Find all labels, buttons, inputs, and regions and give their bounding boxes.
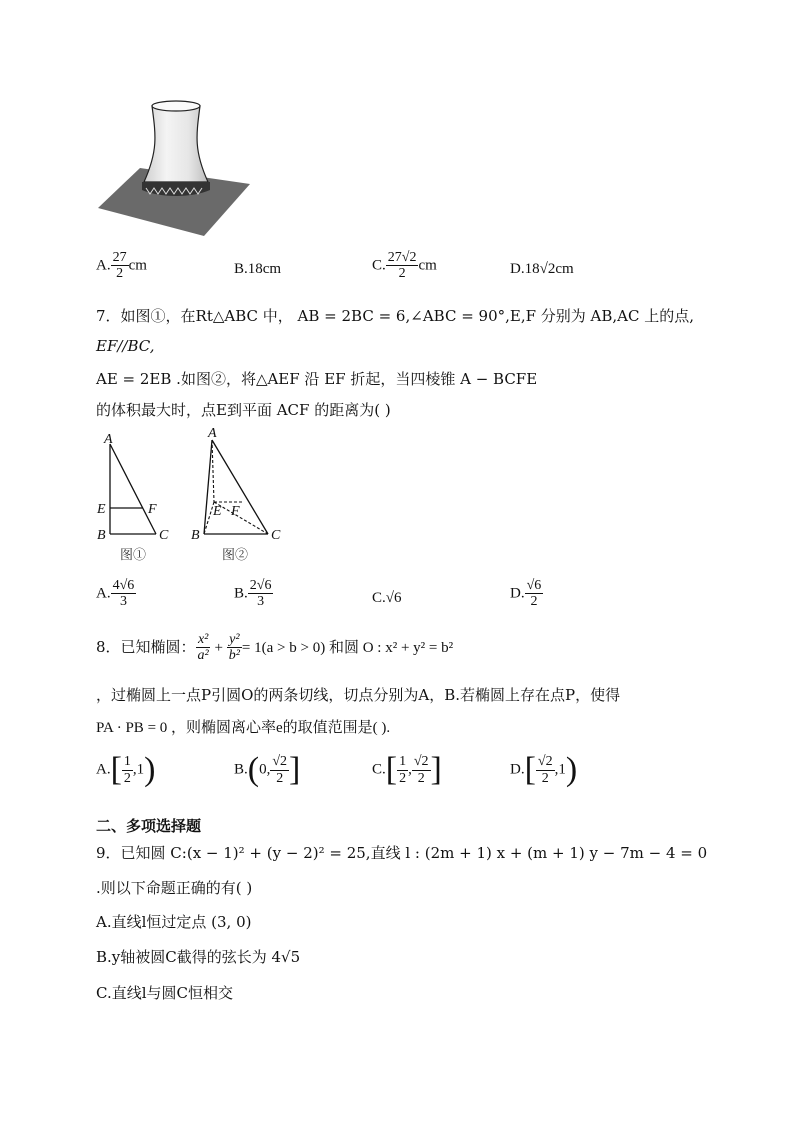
- q9-option-b[interactable]: B.y轴被圆C截得的弦长为 4√5: [96, 948, 301, 966]
- segment-ec-dashed: [214, 502, 268, 534]
- q7-line-2: EF//BC,: [96, 337, 155, 355]
- q6-option-c[interactable]: C. $\frac{27√2}{2}$ cm: [372, 250, 437, 282]
- segment-ab: [204, 440, 212, 534]
- figure-2-caption: 图②: [222, 548, 249, 563]
- label-a: A: [104, 432, 113, 447]
- q6-option-b[interactable]: B.18cm: [234, 261, 282, 277]
- q7-line-4: 的体积最大时，点E到平面 ACF 的距离为( ): [96, 401, 391, 419]
- label-b: B: [191, 528, 200, 543]
- q9-line-1: 9．已知圆 C:(x − 1)² + (y − 2)² = 25,直线 l : (2m + 1) x + (m + 1) y − 7m − 4 = 0: [96, 844, 708, 862]
- q7-option-c[interactable]: C.√6: [372, 590, 402, 606]
- segment-ac: [212, 440, 268, 534]
- q6-option-a[interactable]: A. $\frac{27}{2}$ cm: [96, 250, 147, 282]
- q7-option-a[interactable]: A. $\frac{4√6}{3}$: [96, 578, 135, 610]
- segment-ae-dashed: [212, 440, 214, 502]
- cooling-tower-figure: [96, 96, 252, 241]
- segment-ac: [110, 444, 156, 534]
- label-e: E: [213, 504, 222, 519]
- q9-option-c[interactable]: C.直线l与圆C恒相交: [96, 984, 233, 1002]
- q9-option-a[interactable]: A.直线l恒过定点 (3, 0): [96, 913, 252, 931]
- q8-option-c[interactable]: C.[ $\frac{1}{2}$ , $\frac{√2}{2}$ ]: [372, 751, 442, 788]
- q7-option-d[interactable]: D. $\frac{√6}{2}$: [510, 578, 542, 610]
- label-f: F: [148, 502, 157, 517]
- label-e: E: [97, 502, 106, 517]
- q6-option-d[interactable]: D.18√2cm: [510, 261, 574, 277]
- tower-rim: [152, 101, 200, 111]
- label-a: A: [208, 426, 217, 441]
- q9-line-2: .则以下命题正确的有( ): [96, 879, 253, 897]
- q8-line-3: PA · PB = 0 ，则椭圆离心率e的取值范围是( ).: [96, 720, 391, 736]
- q8-line-1: 8．已知椭圆： $\frac{\text{x²}}{\text{a²}}$ + $\frac{\text{y²}}{\text{b²}}$ = 1(a > b > 0) 和圆 O : x² + y² = b²: [96, 632, 454, 664]
- section-2-title: 二、多项选择题: [96, 817, 202, 835]
- q7-option-b[interactable]: B. $\frac{2√6}{3}$: [234, 578, 272, 610]
- label-f: F: [231, 504, 240, 519]
- tower-body: [144, 106, 208, 182]
- q7-line-3: AE = 2EB .如图②，将△AEF 沿 EF 折起，当四棱锥 A − BCFE: [96, 370, 538, 388]
- q7-line-1: 7．如图①，在Rt△ABC 中， AB = 2BC = 6,∠ABC = 90°,E,F 分别为 AB,AC 上的点,: [96, 307, 695, 325]
- q8-line-2: ，过椭圆上一点P引圆O的两条切线，切点分别为A，B.若椭圆上存在点P，使得: [96, 686, 621, 704]
- q7-figure-1: [94, 428, 184, 568]
- label-b: B: [97, 528, 106, 543]
- label-c: C: [271, 528, 281, 543]
- figure-1-caption: 图①: [120, 548, 147, 563]
- q8-option-b[interactable]: B.(0, $\frac{√2}{2}$ ]: [234, 751, 301, 788]
- q8-option-a[interactable]: A.[ $\frac{1}{2}$ ,1): [96, 751, 156, 788]
- q7-figure-2: [186, 422, 286, 568]
- q8-option-d[interactable]: D.[ $\frac{√2}{2}$ ,1): [510, 751, 578, 788]
- label-c: C: [159, 528, 169, 543]
